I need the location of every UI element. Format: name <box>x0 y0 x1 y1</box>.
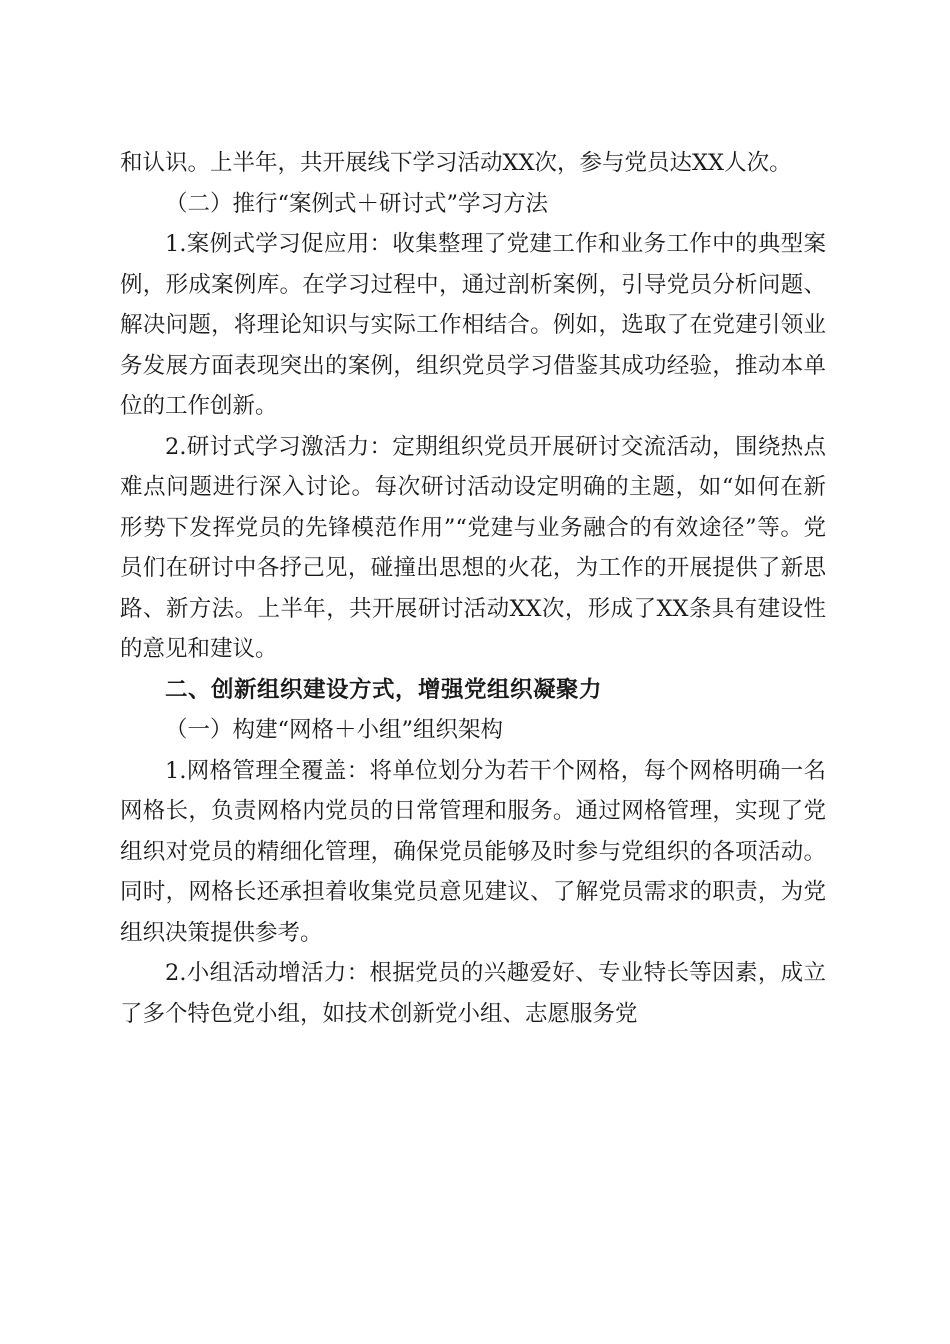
paragraph-group-activity: 2.小组活动增活力：根据党员的兴趣爱好、专业特长等因素，成立了多个特色党小组，如技术创新党小组、志愿服务党 <box>120 960 826 1027</box>
subsection-heading-2: （二）推行“案例式＋研讨式”学习方法 <box>165 190 549 217</box>
paragraph-grid-management: 1.网格管理全覆盖：将单位划分为若干个网格，每个网格明确一名网格长，负责网格内党员的日常管理和服务。通过网格管理，实现了党组织对党员的精细化管理，确保党员能够及时参与党组织的各项活动。同时，网格长还承担着收集党员意见建议、了解党员需求的职责，为党组织决策提供参考。 <box>120 757 826 946</box>
paragraph-case-study: 1.案例式学习促应用：收集整理了党建工作和业务工作中的典型案例，形成案例库。在学习过程中，通过剖析案例，引导党员分析问题、解决问题，将理论知识与实际工作相结合。例如，选取了在党建引领业务发展方面表现突出的案例，组织党员学习借鉴其成功经验，推动本单位的工作创新。 <box>120 231 826 419</box>
section-heading-2: 二、创新组织建设方式，增强党组织凝聚力 <box>165 676 603 703</box>
document-body <box>120 143 826 1034</box>
subsection-heading-1: （一）构建“网格＋小组”组织架构 <box>165 717 504 743</box>
paragraph-seminar: 2.研讨式学习激活力：定期组织党员开展研讨交流活动，围绕热点难点问题进行深入讨论。每次研讨活动设定明确的主题，如“如何在新形势下发挥党员的先锋模范作用”“党建与业务融合的有效途径”等。党员们在研讨中各抒己见，碰撞出思想的火花，为工作的开展提供了新思路、新方法。上半年，共开展研讨活动XX次，形成了XX条具有建设性的意见和建议。 <box>120 433 826 662</box>
paragraph-continuation: 和认识。上半年，共开展线下学习活动XX次，参与党员达XX人次。 <box>120 150 792 176</box>
